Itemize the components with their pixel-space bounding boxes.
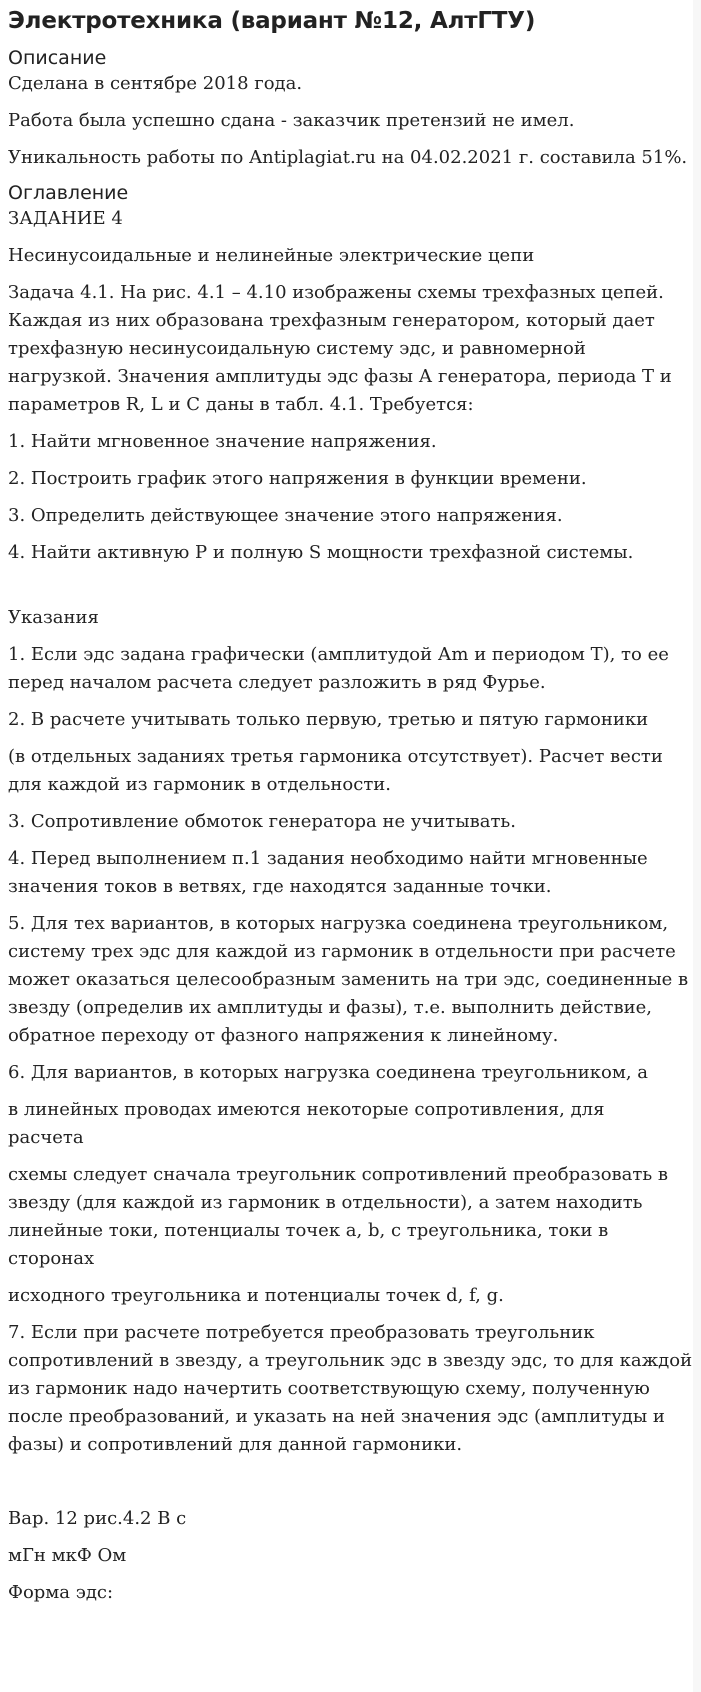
uniqueness-suffix: на 04.02.2021 г. составила 51%.: [375, 147, 688, 168]
instructions-heading: Указания: [8, 607, 99, 628]
instruction-item: 7. Если при расчете потребуется преобразовать треугольник сопротивлений в звезду, а треугольник эдс в звезду эдс, то для каждой из гармоник надо начертить соответствующую схему, полученную после преобразований, и указать на ней значения эдс (амплитуды и фазы) и сопротивлений для данной гармоники.: [8, 1322, 693, 1455]
task-text: Задача 4.1. На рис. 4.1 – 4.10 изображены схемы трехфазных цепей. Каждая из них образована трехфазным генератором, который дает трехфазную несинусоидальную систему эдс, и равномерной нагрузкой. Значения амплитуды эдс фазы А генератора, периода Т и параметров R, L и С даны в табл. 4.1. Требуется:: [8, 282, 672, 415]
page-title: Электротехника (вариант №12, АлтГТУ): [8, 8, 536, 34]
instruction-item: 6. Для вариантов, в которых нагрузка соединена треугольником, а: [8, 1062, 649, 1083]
task-subject: Несинусоидальные и нелинейные электрические цепи: [8, 245, 535, 266]
toc-heading: Оглавление: [8, 182, 129, 204]
scrollbar[interactable]: [693, 0, 701, 1692]
instruction-item: 5. Для тех вариантов, в которых нагрузка соединена треугольником, систему трех эдс для каждой из гармоник в отдельности при расчете может оказаться целесообразным заменить на три эдс, соединенные в звезду (определив их амплитуды и фазы), т.е. выполнить действие, обратное переходу от фазного напряжения к линейному.: [8, 913, 689, 1046]
instruction-item: схемы следует сначала треугольник сопротивлений преобразовать в звезду (для каждой из гармоник в отдельности), а затем находить линейные токи, потенциалы точек a, b, c треугольника, токи в сторонах: [8, 1164, 669, 1269]
task-step: 3. Определить действующее значение этого напряжения.: [8, 505, 563, 526]
task-step: 1. Найти мгновенное значение напряжения.: [8, 431, 437, 452]
instruction-item: 2. В расчете учитывать только первую, третью и пятую гармоники: [8, 709, 649, 730]
description-heading: Описание: [8, 47, 107, 69]
description-uniqueness: [8, 144, 693, 172]
instruction-item: 3. Сопротивление обмоток генератора не учитывать.: [8, 811, 516, 832]
instruction-item: 4. Перед выполнением п.1 задания необходимо найти мгновенные значения токов в ветвях, где находятся заданные точки.: [8, 848, 648, 897]
task-title: ЗАДАНИЕ 4: [8, 208, 123, 229]
task-step: 4. Найти активную Р и полную S мощности трехфазной системы.: [8, 542, 634, 563]
variant-units: мГн мкФ Ом: [8, 1545, 127, 1566]
instruction-item: (в отдельных заданиях третья гармоника отсутствует). Расчет вести для каждой из гармоник в отдельности.: [8, 746, 663, 795]
emf-form-label: Форма эдс:: [8, 1582, 114, 1603]
instruction-item: в линейных проводах имеются некоторые сопротивления, для расчета: [8, 1099, 605, 1148]
instruction-item: исходного треугольника и потенциалы точек d, f, g.: [8, 1285, 504, 1306]
antiplagiat-link[interactable]: Antiplagiat.ru: [249, 147, 376, 168]
description-made: Сделана в сентябре 2018 года.: [8, 73, 303, 94]
uniqueness-prefix: Уникальность работы по: [8, 147, 250, 168]
task-step: 2. Построить график этого напряжения в функции времени.: [8, 468, 587, 489]
instruction-item: 1. Если эдс задана графически (амплитудой Аm и периодом Т), то ее перед началом расчета следует разложить в ряд Фурье.: [8, 644, 669, 693]
description-accepted: Работа была успешно сдана - заказчик претензий не имел.: [8, 110, 575, 131]
variant-line: Вар. 12 рис.4.2 В с: [8, 1508, 187, 1529]
